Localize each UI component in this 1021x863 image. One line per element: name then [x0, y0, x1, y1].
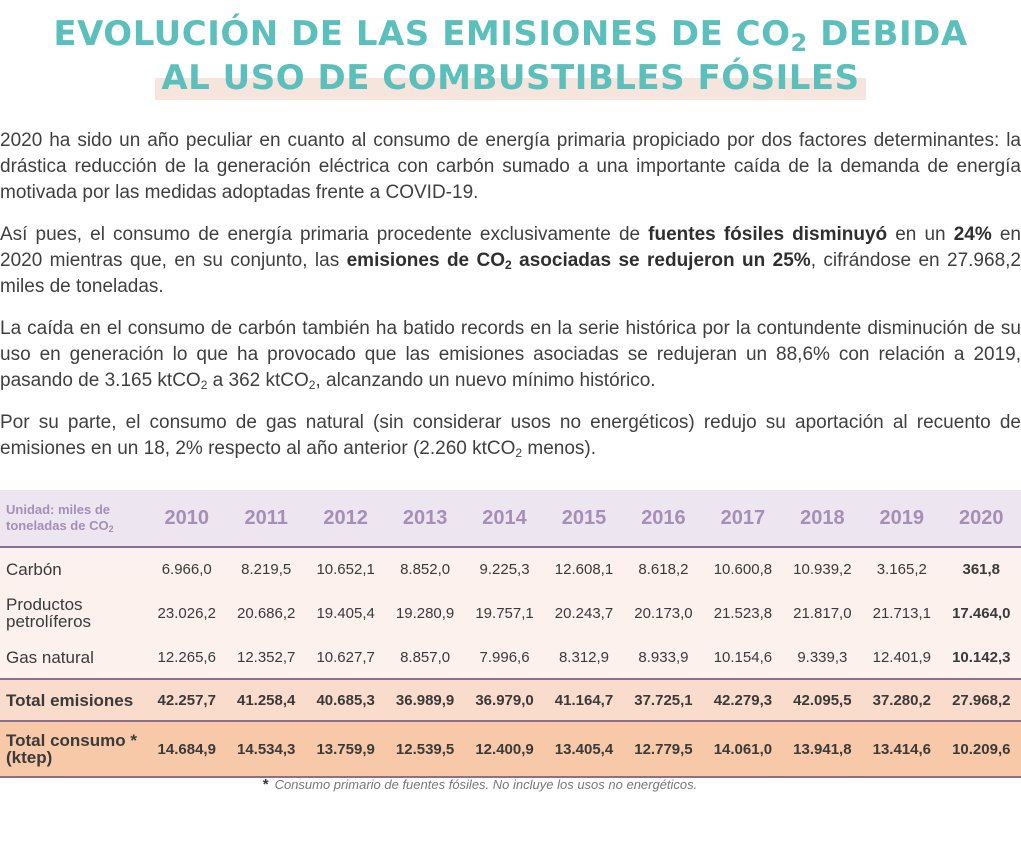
year-header: 2015	[544, 490, 623, 547]
table-cell: 7.996,6	[465, 636, 544, 679]
table-cell: 12.400,9	[465, 721, 544, 777]
table-cell: 13.414,6	[862, 721, 941, 777]
page-title	[0, 12, 1021, 100]
text: menos).	[522, 438, 597, 459]
year-header: 2012	[306, 490, 385, 547]
footnote-text: Consumo primario de fuentes fósiles. No incluye los usos no energéticos.	[274, 777, 698, 792]
title-line-1	[0, 12, 1021, 56]
table-cell: 361,8	[942, 547, 1021, 590]
text: Unidad: miles de toneladas de CO	[6, 502, 111, 533]
text: Así pues, el consumo de energía primaria procedente exclusivamente de	[0, 224, 649, 245]
table-cell: 12.779,5	[624, 721, 703, 777]
text: en un	[887, 224, 954, 245]
table-cell: 3.165,2	[862, 547, 941, 590]
year-header: 2019	[862, 490, 941, 547]
row-label: Total emisiones	[0, 679, 147, 721]
footnote	[0, 776, 960, 793]
table-row	[0, 636, 1021, 679]
table-cell: 8.219,5	[226, 547, 305, 590]
table-cell: 10.209,6	[942, 721, 1021, 777]
table-row	[0, 547, 1021, 590]
table-row-total	[0, 679, 1021, 721]
text: asociadas se redujeron un 25%	[511, 250, 811, 271]
table-cell: 19.757,1	[465, 590, 544, 636]
paragraph-3	[0, 316, 1021, 394]
title-subscript: 2	[790, 29, 808, 57]
subscript: 2	[308, 378, 316, 392]
table-row-consumption	[0, 721, 1021, 777]
table-cell: 37.725,1	[624, 679, 703, 721]
bold-text	[347, 250, 811, 271]
table-cell: 20.686,2	[226, 590, 305, 636]
text: 2020 ha sido un año peculiar en cuanto al consumo de energía primaria propiciado por dos factores determinantes: la drástica reducción de la generación eléctrica con carbón sumado a una importante caída de la demanda de energía motivada por las medidas adoptadas frente a COVID-19.	[0, 130, 1021, 203]
table-cell: 13.405,4	[544, 721, 623, 777]
year-header: 2017	[703, 490, 782, 547]
table-cell: 42.279,3	[703, 679, 782, 721]
year-header: 2010	[147, 490, 226, 547]
table-row	[0, 590, 1021, 636]
text: en 2020 mientras que, en su conjunto, las	[0, 224, 1021, 271]
table-cell: 20.243,7	[544, 590, 623, 636]
table-cell: 12.352,7	[226, 636, 305, 679]
table-cell: 36.979,0	[465, 679, 544, 721]
title-text: AL USO DE COMBUSTIBLES FÓSILES	[161, 58, 860, 98]
body-text	[0, 128, 1021, 478]
table-cell: 13.941,8	[783, 721, 862, 777]
table-cell: 21.817,0	[783, 590, 862, 636]
table-cell: 6.966,0	[147, 547, 226, 590]
table-cell: 9.225,3	[465, 547, 544, 590]
table-cell: 20.173,0	[624, 590, 703, 636]
year-header: 2016	[624, 490, 703, 547]
text: a 362 ktCO	[207, 370, 309, 391]
row-label: Productos petrolíferos	[0, 590, 147, 636]
table-cell: 19.405,4	[306, 590, 385, 636]
table-cell: 9.339,3	[783, 636, 862, 679]
title-line-2	[0, 56, 1021, 100]
emissions-table	[0, 490, 1021, 778]
table-cell: 12.539,5	[385, 721, 464, 777]
table-cell: 14.684,9	[147, 721, 226, 777]
text: , alcanzando un nuevo mínimo histórico.	[315, 370, 656, 391]
title-text: EVOLUCIÓN DE LAS EMISIONES DE CO	[53, 14, 791, 54]
table-cell: 10.652,1	[306, 547, 385, 590]
table-cell: 41.258,4	[226, 679, 305, 721]
subscript: 2	[200, 378, 208, 392]
table-cell: 19.280,9	[385, 590, 464, 636]
row-label: Gas natural	[0, 636, 147, 679]
table-cell: 8.857,0	[385, 636, 464, 679]
table-cell: 23.026,2	[147, 590, 226, 636]
paragraph-1	[0, 128, 1021, 206]
table-cell: 8.852,0	[385, 547, 464, 590]
table-cell: 42.095,5	[783, 679, 862, 721]
text: emisiones de CO	[346, 250, 506, 271]
table-cell: 8.312,9	[544, 636, 623, 679]
table-cell: 12.265,6	[147, 636, 226, 679]
table-cell: 17.464,0	[942, 590, 1021, 636]
table-cell: 8.618,2	[624, 547, 703, 590]
year-header: 2013	[385, 490, 464, 547]
year-header: 2011	[226, 490, 305, 547]
bold-text: fuentes fósiles disminuyó	[648, 224, 888, 245]
table-cell: 37.280,2	[862, 679, 941, 721]
table-cell: 14.534,3	[226, 721, 305, 777]
year-header: 2014	[465, 490, 544, 547]
title-text: DEBIDA	[807, 14, 968, 54]
table-cell: 36.989,9	[385, 679, 464, 721]
subscript: 2	[505, 258, 512, 272]
year-header: 2020	[942, 490, 1021, 547]
table-cell: 21.523,8	[703, 590, 782, 636]
table-cell: 12.401,9	[862, 636, 941, 679]
table-cell: 8.933,9	[624, 636, 703, 679]
text: Por su parte, el consumo de gas natural (sin considerar usos no energéticos) redujo su aportación al recuento de emisiones en un 18, 2% respecto al año anterior (2.260 ktCO	[0, 412, 1021, 459]
table-cell: 10.939,2	[783, 547, 862, 590]
year-header: 2018	[783, 490, 862, 547]
table-header-row	[0, 490, 1021, 547]
table-cell: 21.713,1	[862, 590, 941, 636]
table-cell: 42.257,7	[147, 679, 226, 721]
table-cell: 10.142,3	[942, 636, 1021, 679]
table-cell: 27.968,2	[942, 679, 1021, 721]
table-cell: 14.061,0	[703, 721, 782, 777]
paragraph-2	[0, 222, 1021, 300]
table-cell: 10.154,6	[703, 636, 782, 679]
row-label: Total consumo * (ktep)	[0, 721, 147, 777]
text: La caída en el consumo de carbón también ha batido records en la serie histórica por la contundente disminución de su uso en generación lo que ha provocado que las emisiones asociadas se redujeran un 88,6% con relación a 2019, pasando de 3.165 ktCO	[0, 318, 1021, 391]
unit-header	[0, 490, 147, 547]
table-cell: 10.600,8	[703, 547, 782, 590]
paragraph-4	[0, 410, 1021, 462]
table-cell: 41.164,7	[544, 679, 623, 721]
row-label: Carbón	[0, 547, 147, 590]
table-cell: 10.627,7	[306, 636, 385, 679]
text: , cifrándose en 27.968,2 miles de toneladas.	[0, 250, 1021, 297]
table-cell: 12.608,1	[544, 547, 623, 590]
table-cell: 40.685,3	[306, 679, 385, 721]
bold-text: 24%	[953, 224, 992, 245]
subscript: 2	[515, 446, 523, 460]
subscript: 2	[108, 524, 114, 534]
table-cell: 13.759,9	[306, 721, 385, 777]
asterisk-marker: *	[262, 776, 269, 793]
